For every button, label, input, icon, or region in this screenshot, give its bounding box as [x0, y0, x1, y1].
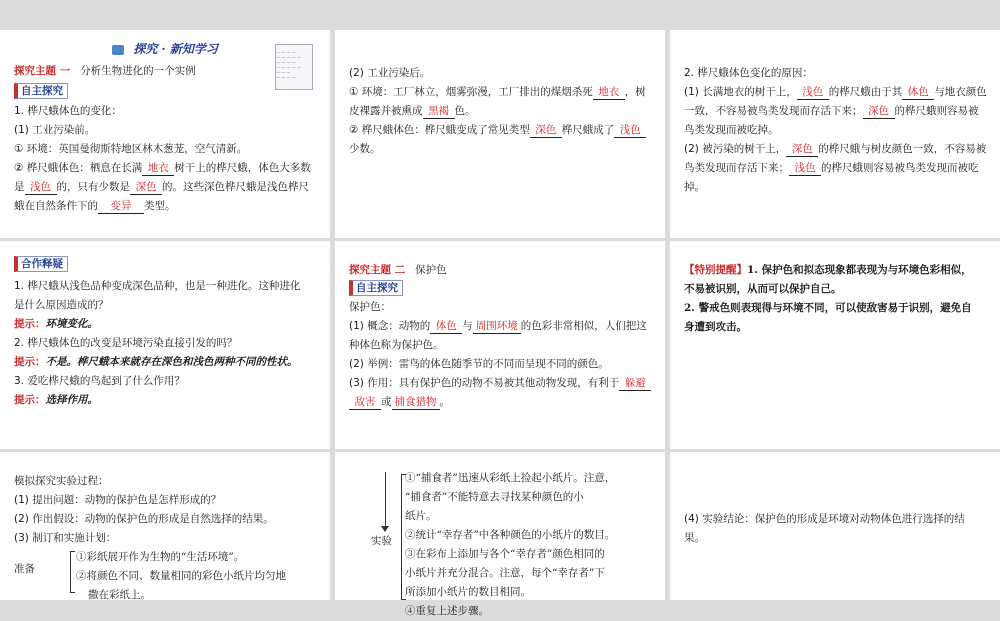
- text-segment: 的桦尺蛾则容易被鸟类发现而被吃: [821, 162, 979, 174]
- answer-blank: 捕食猎物: [392, 396, 440, 410]
- text-line: (1) 工业污染前。: [14, 124, 96, 136]
- text-segment: 的桦尺蛾由于其: [828, 86, 903, 98]
- flow-line: [385, 472, 386, 530]
- text-line: (2) 工业污染后。: [349, 67, 431, 79]
- answer-blank: 周围环境: [473, 320, 521, 334]
- book-icon: [112, 45, 124, 55]
- answer-blank: 体色: [902, 86, 934, 100]
- text-segment: ① 环境：工厂林立，烟雾弥漫，工厂排出的煤烟杀死: [349, 86, 593, 98]
- slide-panel-5[interactable]: [335, 241, 665, 449]
- text-line: 种体色称为保护色。: [349, 339, 444, 351]
- answer-blank: 体色: [430, 320, 462, 334]
- text-segment: (3) 作用：具有保护色的动物不易被其他动物发现，有利于: [349, 377, 620, 389]
- text-segment: 皮裸露并被熏成: [349, 105, 423, 117]
- slide-panel-8[interactable]: [335, 452, 665, 617]
- text-line: 保护色：: [349, 301, 391, 313]
- text-line: (2) 举例：雷鸟的体色随季节的不同而呈现不同的颜色。: [349, 358, 609, 370]
- text-line: 2. 警戒色则表现得与环境不同，可以使敌害易于识别，避免自: [684, 302, 972, 314]
- answer-blank: 敌害: [349, 396, 381, 410]
- text-line: 身遭到攻击。: [684, 321, 747, 333]
- prep-bracket: [70, 551, 75, 593]
- hint-answer: 环境变化。: [45, 318, 98, 330]
- question-line: 是什么原因造成的？: [14, 299, 109, 311]
- text-segment: ② 桦尺蛾体色：桦尺蛾变成了常见类型: [349, 124, 530, 136]
- text-segment: 与: [462, 320, 473, 332]
- text-segment: ② 桦尺蛾体色：栖息在长满: [14, 162, 143, 174]
- hint-label: 提示：: [14, 394, 46, 406]
- step-text: ②统计“幸存者”中各种颜色的小纸片的数目。: [405, 529, 616, 541]
- topic-text: 保护色: [415, 264, 447, 276]
- step-text: ④重复上述步骤。: [405, 605, 489, 617]
- topic-label: 探究主题 一: [14, 65, 71, 77]
- text-segment: 是: [14, 181, 25, 193]
- text-segment: (1) 概念：动物的: [349, 320, 431, 332]
- step-text: ①彩纸展开作为生物的“生活环境”。: [76, 551, 245, 563]
- text-segment: 与地衣颜色: [934, 86, 987, 98]
- hint-label: 提示：: [14, 356, 46, 368]
- step-text: 小纸片并充分混合。注意，每个“幸存者”下: [405, 567, 605, 579]
- step-text: ③在彩布上添加与各个“幸存者”颜色相同的: [405, 548, 605, 560]
- answer-blank: 地衣: [593, 86, 625, 100]
- topic-line: [349, 261, 659, 280]
- step-text: ②将颜色不同、数量相同的彩色小纸片均匀地: [76, 570, 286, 582]
- question-line: 2. 桦尺蛾体色的改变是环境污染直接引发的吗？: [14, 337, 238, 349]
- self-study-tag: 自主探究: [14, 83, 68, 99]
- answer-blank: 躲避: [619, 377, 651, 391]
- question-line: 1. 桦尺蛾从浅色品种变成深色品种，也是一种进化。这种进化: [14, 280, 301, 292]
- answer-blank: 浅色: [789, 162, 821, 176]
- prep-label: 准备: [14, 563, 35, 575]
- text-segment: (1) 长满地衣的树干上，: [684, 86, 797, 98]
- banner-title: 探究 · 新知学习: [133, 42, 218, 56]
- text-segment: 桦尺蛾成了: [561, 124, 615, 136]
- hint-answer: 不是。桦尺蛾本来就存在深色和浅色两种不同的性状。: [45, 356, 298, 368]
- hint-answer: 选择作用。: [45, 394, 98, 406]
- text-line: 不易被识别，从而可以保护自己。: [684, 283, 842, 295]
- text-segment: 的桦尺蛾则容易被: [894, 105, 979, 117]
- text-line: 1. 桦尺蛾体色的变化：: [14, 105, 122, 117]
- text-segment: 或: [381, 396, 392, 408]
- self-study-tag: 自主探究: [349, 280, 403, 296]
- text-line: 掉。: [684, 181, 705, 193]
- slide-panel-1[interactable]: [0, 30, 330, 238]
- topic-line: [14, 62, 324, 81]
- hint-label: 提示：: [14, 318, 46, 330]
- text-segment: 树干上的桦尺蛾，体色大多数: [174, 162, 311, 174]
- text-segment: 1. 保护色和拟态现象都表现为与环境色彩相似，: [747, 264, 972, 276]
- answer-blank: 变异: [98, 200, 144, 214]
- text-segment: 一致，不容易被鸟类发现而存活下来；: [684, 105, 863, 117]
- question-line: 3. 爱吃桦尺蛾的鸟起到了什么作用？: [14, 375, 185, 387]
- slide-panel-7[interactable]: [0, 452, 330, 600]
- topic-text: 分析生物进化的一个实例: [80, 65, 196, 77]
- answer-blank: 浅色: [25, 181, 57, 195]
- text-segment: 的色彩非常相似，人们把这: [520, 320, 647, 332]
- slide-panel-9[interactable]: [670, 452, 1000, 600]
- text-line: 果。: [684, 532, 705, 544]
- text-segment: 类型。: [144, 200, 176, 212]
- topic-label: 探究主题 二: [349, 264, 406, 276]
- step-text: 纸片。: [405, 510, 437, 522]
- text-line: (4) 实验结论：保护色的形成是环境对动物体色进行选择的结: [684, 513, 965, 525]
- step-text: 撒在彩纸上。: [88, 589, 151, 601]
- text-line: 鸟类发现而被吃掉。: [684, 124, 779, 136]
- cooperation-tag: 合作释疑: [14, 256, 68, 272]
- text-segment: 的。这些深色桦尺蛾是浅色桦尺: [162, 181, 309, 193]
- special-reminder-label: 【特别提醒】: [684, 264, 747, 276]
- step-text: 所添加小纸片的数目相同。: [405, 586, 531, 598]
- text-segment: ，树: [624, 86, 646, 98]
- section-banner: [112, 40, 236, 56]
- text-line: 2. 桦尺蛾体色变化的原因：: [684, 67, 813, 79]
- answer-blank: 黑褐: [423, 105, 455, 119]
- text-segment: 。: [439, 396, 450, 408]
- text-line: ① 环境：英国曼彻斯特地区林木葱茏，空气清新。: [14, 143, 248, 155]
- answer-blank: 浅色: [614, 124, 646, 138]
- step-text: “捕食者”不能特意去寻找某种颜色的小: [405, 491, 584, 503]
- answer-blank: 深色: [863, 105, 895, 119]
- text-segment: 色。: [454, 105, 476, 117]
- text-segment: 鸟类发现而存活下来；: [684, 162, 789, 174]
- answer-blank: 浅色: [797, 86, 829, 100]
- answer-blank: 深色: [130, 181, 162, 195]
- slide-panel-2[interactable]: [335, 30, 665, 238]
- step-text: ①“捕食者”迅速从彩纸上捡起小纸片。注意，: [405, 472, 616, 484]
- text-segment: (2) 被污染的树干上，: [684, 143, 787, 155]
- slide-panel-3[interactable]: [670, 30, 1000, 238]
- text-line: 模拟探究实验过程：: [14, 475, 109, 487]
- text-line: (3) 制订和实施计划：: [14, 532, 117, 544]
- slide-panel-6[interactable]: [670, 241, 1000, 449]
- memo-note-image: — — — — — — — — — — — — — — — — — — — — — — — — —: [275, 44, 313, 90]
- text-segment: 蛾在自然条件下的: [14, 200, 98, 212]
- text-line: (2) 作出假设：动物的保护色的形成是自然选择的结果。: [14, 513, 274, 525]
- experiment-label: 实验: [371, 535, 392, 547]
- text-line: 少数。: [349, 143, 381, 155]
- text-segment: 的，只有少数是: [56, 181, 130, 193]
- slide-panel-4[interactable]: [0, 241, 330, 449]
- answer-blank: 地衣: [142, 162, 174, 176]
- text-segment: 的桦尺蛾与树皮颜色一致，不容易被: [818, 143, 987, 155]
- answer-blank: 深色: [786, 143, 818, 157]
- text-line: (1) 提出问题：动物的保护色是怎样形成的？: [14, 494, 222, 506]
- answer-blank: 深色: [530, 124, 562, 138]
